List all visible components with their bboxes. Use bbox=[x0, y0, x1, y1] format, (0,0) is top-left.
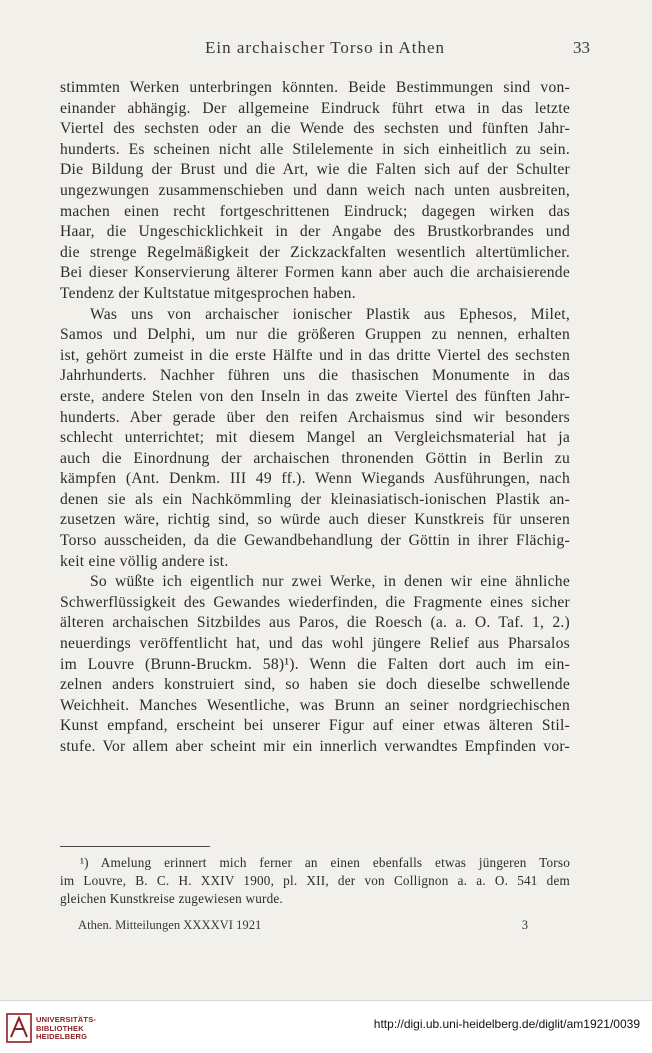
text-line: älteren archaischen Sitzbildes aus Paros, die Roesch (a. a. O. Taf. 1, 2.) bbox=[60, 614, 570, 632]
text-line: stufe. Vor allem aber scheint mir ein innerlich verwandtes Empfinden vor- bbox=[60, 738, 570, 755]
page-number: 33 bbox=[573, 38, 590, 57]
signature-text: Athen. Mitteilungen XXXXVI 1921 bbox=[78, 918, 262, 932]
text-line: im Louvre, B. C. H. XXIV 1900, pl. XII, der von Collignon a. a. O. 541 dem bbox=[60, 873, 570, 888]
footnote bbox=[60, 854, 570, 908]
footnote-rule bbox=[60, 846, 210, 847]
text-line: die strenge Regelmäßigkeit der Zickzackfalten wesentlich altertümlicher. bbox=[60, 243, 570, 261]
text-line: zelnen anders konstruiert sind, so haben sie doch dieselbe schwellende bbox=[60, 676, 570, 694]
signature-line bbox=[78, 918, 528, 933]
text-line: denen sie als ein Nachkömmling der kleinasiatisch-ionischen Plastik an- bbox=[60, 490, 570, 508]
paragraph-3 bbox=[60, 572, 570, 757]
text-line: Haar, die Ungeschicklichkeit in der Angabe des Brustkorbrandes und bbox=[60, 223, 570, 241]
text-line: Samos und Delphi, um nur die größeren Gruppen zu nennen, erhalten bbox=[60, 326, 570, 344]
text-line: stimmten Werken unterbringen könnten. Beide Bestimmungen sind von- bbox=[60, 79, 570, 96]
text-line: erste, andere Stelen von den Inseln in das zweite Viertel des fünften Jahr- bbox=[60, 387, 570, 405]
library-logo[interactable] bbox=[6, 1013, 126, 1043]
text-line: Weichheit. Manches Wesentliche, was Brunn an seiner nordgriechischen bbox=[60, 696, 570, 714]
running-header bbox=[60, 38, 590, 62]
text-line: Die Bildung der Brust und die Art, wie die Falten sich auf der Schulter bbox=[60, 161, 570, 179]
text-line: Schwerflüssigkeit des Gewandes wiederfinden, die Fragmente eines sicher bbox=[60, 593, 570, 611]
text-line: So wüßte ich eigentlich nur zwei Werke, in denen wir eine ähnliche bbox=[90, 573, 570, 591]
text-line: kämpfen (Ant. Denkm. III 49 ff.). Wenn Wiegands Ausführungen, nach bbox=[60, 470, 570, 488]
text-line: schlecht unterrichtet; mit diesem Mangel an Vergleichsmaterial hat ja bbox=[60, 429, 570, 447]
paragraph-2 bbox=[60, 305, 570, 573]
text-line: Was uns von archaischer ionischer Plastik aus Ephesos, Milet, bbox=[90, 305, 570, 323]
text-line: Kunst empfand, erscheint bei unserer Figur auf einer etwas älteren Stil- bbox=[60, 717, 570, 735]
text-line: Bei dieser Konservierung älterer Formen kann aber auch die archaisierende bbox=[60, 264, 570, 282]
text-line: hunderts. Aber gerade über den reifen Archaismus sind wir besonders bbox=[60, 408, 570, 426]
text-line: Torso ausscheiden, da die Gewandbehandlung der Göttin in ihrer Flächig- bbox=[60, 532, 570, 550]
text-line: zusetzen wäre, richtig sind, so würde auch dieser Kunstkreis für unseren bbox=[60, 511, 570, 529]
paragraph-1 bbox=[60, 78, 570, 305]
text-line: auch die Einordnung der archaischen thronenden Göttin in Berlin zu bbox=[60, 449, 570, 467]
text-line: einander abhängig. Der allgemeine Eindruck führt etwa in das letzte bbox=[60, 99, 570, 117]
text-line: Viertel des sechsten oder an die Wende des sechsten und fünften Jahr- bbox=[60, 120, 570, 138]
footer-bar bbox=[0, 1000, 652, 1053]
text-line: im Louvre (Brunn-Bruckm. 58)¹). Wenn die Falten dort auch im ein- bbox=[60, 655, 570, 673]
text-line: machen einen recht fortgeschrittenen Eindruck; dagegen wirken das bbox=[60, 202, 570, 220]
source-url-link[interactable]: http://digi.ub.uni-heidelberg.de/diglit/am1921/0039 bbox=[373, 1017, 640, 1031]
text-line: gleichen Kunstkreise zugewiesen wurde. bbox=[60, 891, 283, 906]
library-logo-text: UNIVERSITÄTS- BIBLIOTHEK HEIDELBERG bbox=[36, 1015, 97, 1041]
text-line: ¹) Amelung erinnert mich ferner an einen ebenfalls etwas jüngeren Torso bbox=[80, 855, 570, 870]
text-line: Tendenz der Kultstatue mitgesprochen haben. bbox=[60, 284, 356, 302]
text-line: neuerdings veröffentlicht hat, und das wohl jüngere Relief aus Pharsalos bbox=[60, 635, 570, 653]
text-line: ungezwungen zusammenschieben und dann weich nach unten ausbreiten, bbox=[60, 181, 570, 199]
text-line: ist, gehört zumeist in die erste Hälfte und in das dritte Viertel des sechsten bbox=[60, 346, 570, 364]
signature-mark: 3 bbox=[521, 918, 528, 932]
text-line: Jahrhunderts. Nachher führen uns die thasischen Monumente in das bbox=[60, 367, 570, 385]
text-line: keit eine völlig andere ist. bbox=[60, 552, 229, 570]
text-line: hunderts. Es scheinen nicht alle Stilelemente in sich einheitlich zu sein. bbox=[60, 140, 570, 158]
library-logo-icon bbox=[6, 1013, 32, 1043]
body-text bbox=[60, 78, 570, 758]
header-title: Ein archaischer Torso in Athen bbox=[205, 38, 445, 57]
